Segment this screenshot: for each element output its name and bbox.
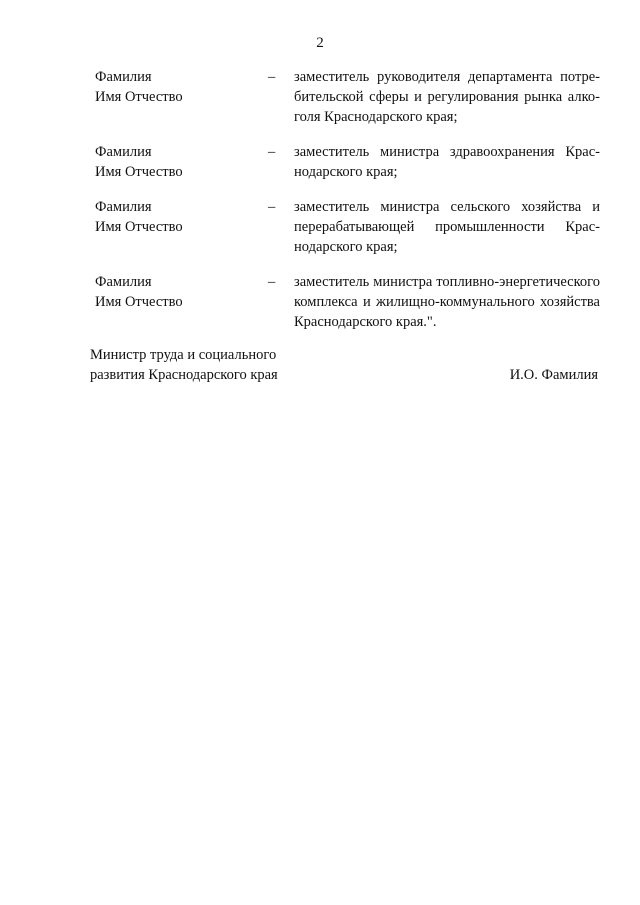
dash-separator: – xyxy=(268,274,276,290)
member-name xyxy=(95,272,255,312)
member-first-patronymic: Имя Отчество xyxy=(95,219,183,235)
member-entry xyxy=(95,67,600,127)
member-position: заместитель министра сельского хозяйства и перерабатывающей промышленности Краснодарского края; xyxy=(294,199,600,255)
member-first-patronymic: Имя Отчество xyxy=(95,294,183,310)
member-list xyxy=(95,67,600,332)
page-number: 2 xyxy=(316,35,324,51)
member-position: заместитель руководителя департамента потребительской сферы и регулирования рынка алкоголя Краснодарского края; xyxy=(294,69,600,125)
member-entry xyxy=(95,272,600,332)
dash-separator: – xyxy=(268,69,276,85)
member-surname: Фамилия xyxy=(95,144,152,160)
member-first-patronymic: Имя Отчество xyxy=(95,164,183,180)
member-entry xyxy=(95,142,600,182)
member-name xyxy=(95,67,255,107)
signatory-title-line: Министр труда и социального xyxy=(90,347,277,363)
signatory-title-line: развития Краснодарского края xyxy=(90,367,278,383)
member-surname: Фамилия xyxy=(95,69,152,85)
dash-separator: – xyxy=(268,199,276,215)
member-name xyxy=(95,197,255,237)
member-surname: Фамилия xyxy=(95,199,152,215)
member-position: заместитель министра топливно-энергетического комплекса и жилищно-коммунального хозяйства Краснодарского края.". xyxy=(294,274,600,330)
member-first-patronymic: Имя Отчество xyxy=(95,89,183,105)
member-position: заместитель министра здравоохранения Краснодарского края; xyxy=(294,144,600,180)
signatory-name: И.О. Фамилия xyxy=(509,367,598,383)
member-entry xyxy=(95,197,600,257)
signature-block xyxy=(90,345,600,385)
member-surname: Фамилия xyxy=(95,274,152,290)
dash-separator: – xyxy=(268,144,276,160)
member-name xyxy=(95,142,255,182)
